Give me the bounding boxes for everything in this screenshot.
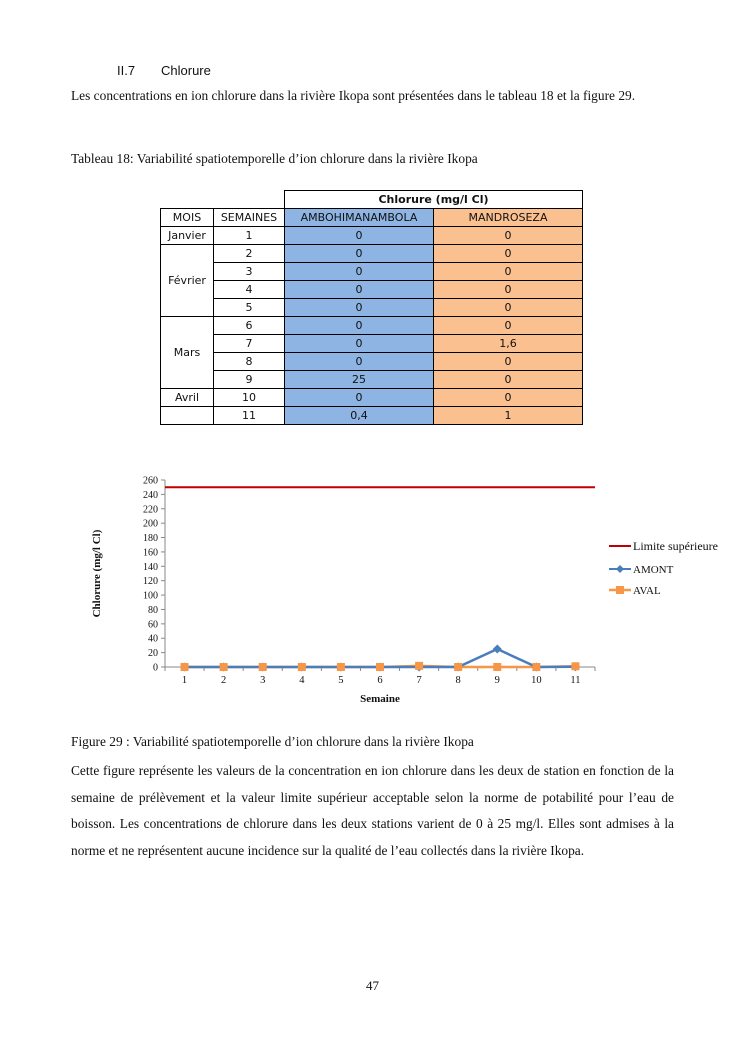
week-cell: 11 (214, 407, 285, 425)
y-tick-label: 140 (143, 561, 158, 573)
y-axis-label: Chlorure (mg/l Cl) (91, 529, 103, 618)
y-tick-label: 120 (143, 576, 158, 588)
ambohimanambola-value: 0,4 (285, 407, 434, 425)
legend-marker-aval (616, 586, 624, 594)
week-cell: 2 (214, 245, 285, 263)
x-tick-label: 8 (455, 675, 461, 686)
table-row (161, 335, 583, 353)
table-row (161, 245, 583, 263)
page-number: 47 (366, 978, 379, 993)
mandroseza-value: 0 (434, 299, 583, 317)
legend-marker-amont (616, 565, 624, 573)
table-row (161, 299, 583, 317)
y-tick-label: 20 (148, 648, 158, 660)
aval-point (181, 663, 189, 671)
x-tick-label: 3 (260, 675, 266, 686)
x-tick-label: 6 (377, 675, 383, 686)
month-cell (161, 407, 214, 425)
week-cell: 5 (214, 299, 285, 317)
section-title: Chlorure (161, 63, 211, 78)
figure-caption: Figure 29 : Variabilité spatiotemporelle d’ion chlorure dans la rivière Ikopa (71, 734, 474, 749)
ambohimanambola-value: 0 (285, 317, 434, 335)
aval-point (571, 662, 579, 670)
table-row (161, 227, 583, 245)
y-tick-label: 200 (143, 518, 158, 530)
col-header-ambohimanambola: AMBOHIMANAMBOLA (285, 209, 434, 227)
y-tick-label: 0 (153, 662, 158, 674)
table-row (161, 263, 583, 281)
y-tick-label: 180 (143, 533, 158, 545)
col-header-semaines: SEMAINES (214, 209, 285, 227)
mandroseza-value: 0 (434, 263, 583, 281)
y-tick-label: 60 (148, 619, 158, 631)
mandroseza-value: 0 (434, 353, 583, 371)
aval-point (220, 663, 228, 671)
x-tick-label: 2 (221, 675, 227, 686)
table-row (161, 407, 583, 425)
x-tick-label: 1 (181, 675, 188, 686)
ambohimanambola-value: 0 (285, 353, 434, 371)
col-header-mandroseza: MANDROSEZA (434, 209, 583, 227)
legend-label-amont: AMONT (633, 564, 674, 576)
week-cell: 6 (214, 317, 285, 335)
week-cell: 4 (214, 281, 285, 299)
x-tick-label: 5 (338, 675, 344, 686)
week-cell: 10 (214, 389, 285, 407)
y-tick-label: 40 (148, 633, 158, 645)
mandroseza-value: 0 (434, 245, 583, 263)
week-cell: 8 (214, 353, 285, 371)
week-cell: 9 (214, 371, 285, 389)
aval-point (298, 663, 306, 671)
aval-point (415, 662, 423, 670)
month-cell: Mars (161, 317, 214, 389)
ambohimanambola-value: 0 (285, 227, 434, 245)
x-tick-label: 9 (494, 675, 500, 686)
mandroseza-value: 0 (434, 317, 583, 335)
ambohimanambola-value: 0 (285, 299, 434, 317)
blank-cell (161, 191, 214, 209)
mandroseza-value: 0 (434, 227, 583, 245)
week-cell: 3 (214, 263, 285, 281)
section-number: II.7 (117, 63, 136, 78)
group-header: Chlorure (mg/l Cl) (285, 191, 583, 209)
month-cell: Janvier (161, 227, 214, 245)
aval-point (376, 663, 384, 671)
y-tick-label: 160 (143, 547, 158, 559)
chloride-table (160, 190, 583, 425)
section-heading (117, 63, 211, 78)
x-tick-label: 11 (570, 675, 581, 686)
table-row (161, 281, 583, 299)
aval-point (337, 663, 345, 671)
amont-point (493, 645, 502, 654)
y-tick-label: 260 (143, 475, 158, 487)
mandroseza-value: 0 (434, 281, 583, 299)
y-tick-label: 240 (143, 489, 158, 501)
ambohimanambola-value: 0 (285, 245, 434, 263)
col-header-mois: MOIS (161, 209, 214, 227)
ambohimanambola-value: 0 (285, 335, 434, 353)
table-row (161, 389, 583, 407)
x-tick-label: 4 (299, 675, 305, 686)
x-axis-label: Semaine (360, 693, 400, 705)
aval-point (493, 663, 501, 671)
y-tick-label: 100 (143, 590, 158, 602)
aval-point (259, 663, 267, 671)
month-cell: Avril (161, 389, 214, 407)
mandroseza-value: 0 (434, 371, 583, 389)
table-caption: Tableau 18: Variabilité spatiotemporelle d’ion chlorure dans la rivière Ikopa (71, 151, 478, 166)
blank-cell (214, 191, 285, 209)
intro-paragraph: Les concentrations en ion chlorure dans la rivière Ikopa sont présentées dans le tableau 18 et la figure 29. (71, 88, 636, 103)
ambohimanambola-value: 0 (285, 389, 434, 407)
ambohimanambola-value: 25 (285, 371, 434, 389)
week-cell: 1 (214, 227, 285, 245)
body-paragraph: Cette figure représente les valeurs de la concentration en ion chlorure dans les deux de station en fonction de la semaine de prélèvement et la valeur limite supérieur acceptable selon la norme de potabilité pour l’eau de boisson. Les concentrations de chlorure dans les deux stations varient de 0 à 25 mg/l. Elles sont admises à la norme et ne représentent aucune incidence sur la qualité de l’eau collectés dans la rivière Ikopa. (71, 763, 674, 858)
table-row (161, 353, 583, 371)
x-tick-label: 10 (531, 675, 542, 686)
ambohimanambola-value: 0 (285, 263, 434, 281)
mandroseza-value: 1,6 (434, 335, 583, 353)
legend-label-limite: Limite supérieure (633, 539, 718, 553)
aval-point (454, 663, 462, 671)
month-cell: Février (161, 245, 214, 317)
mandroseza-value: 1 (434, 407, 583, 425)
x-tick-label: 7 (416, 675, 422, 686)
ambohimanambola-value: 0 (285, 281, 434, 299)
y-tick-label: 80 (148, 604, 158, 616)
chloride-chart (85, 470, 745, 715)
table-row (161, 317, 583, 335)
mandroseza-value: 0 (434, 389, 583, 407)
aval-point (532, 663, 540, 671)
legend-label-aval: AVAL (633, 585, 661, 597)
week-cell: 7 (214, 335, 285, 353)
y-tick-label: 220 (143, 504, 158, 516)
table-row (161, 371, 583, 389)
